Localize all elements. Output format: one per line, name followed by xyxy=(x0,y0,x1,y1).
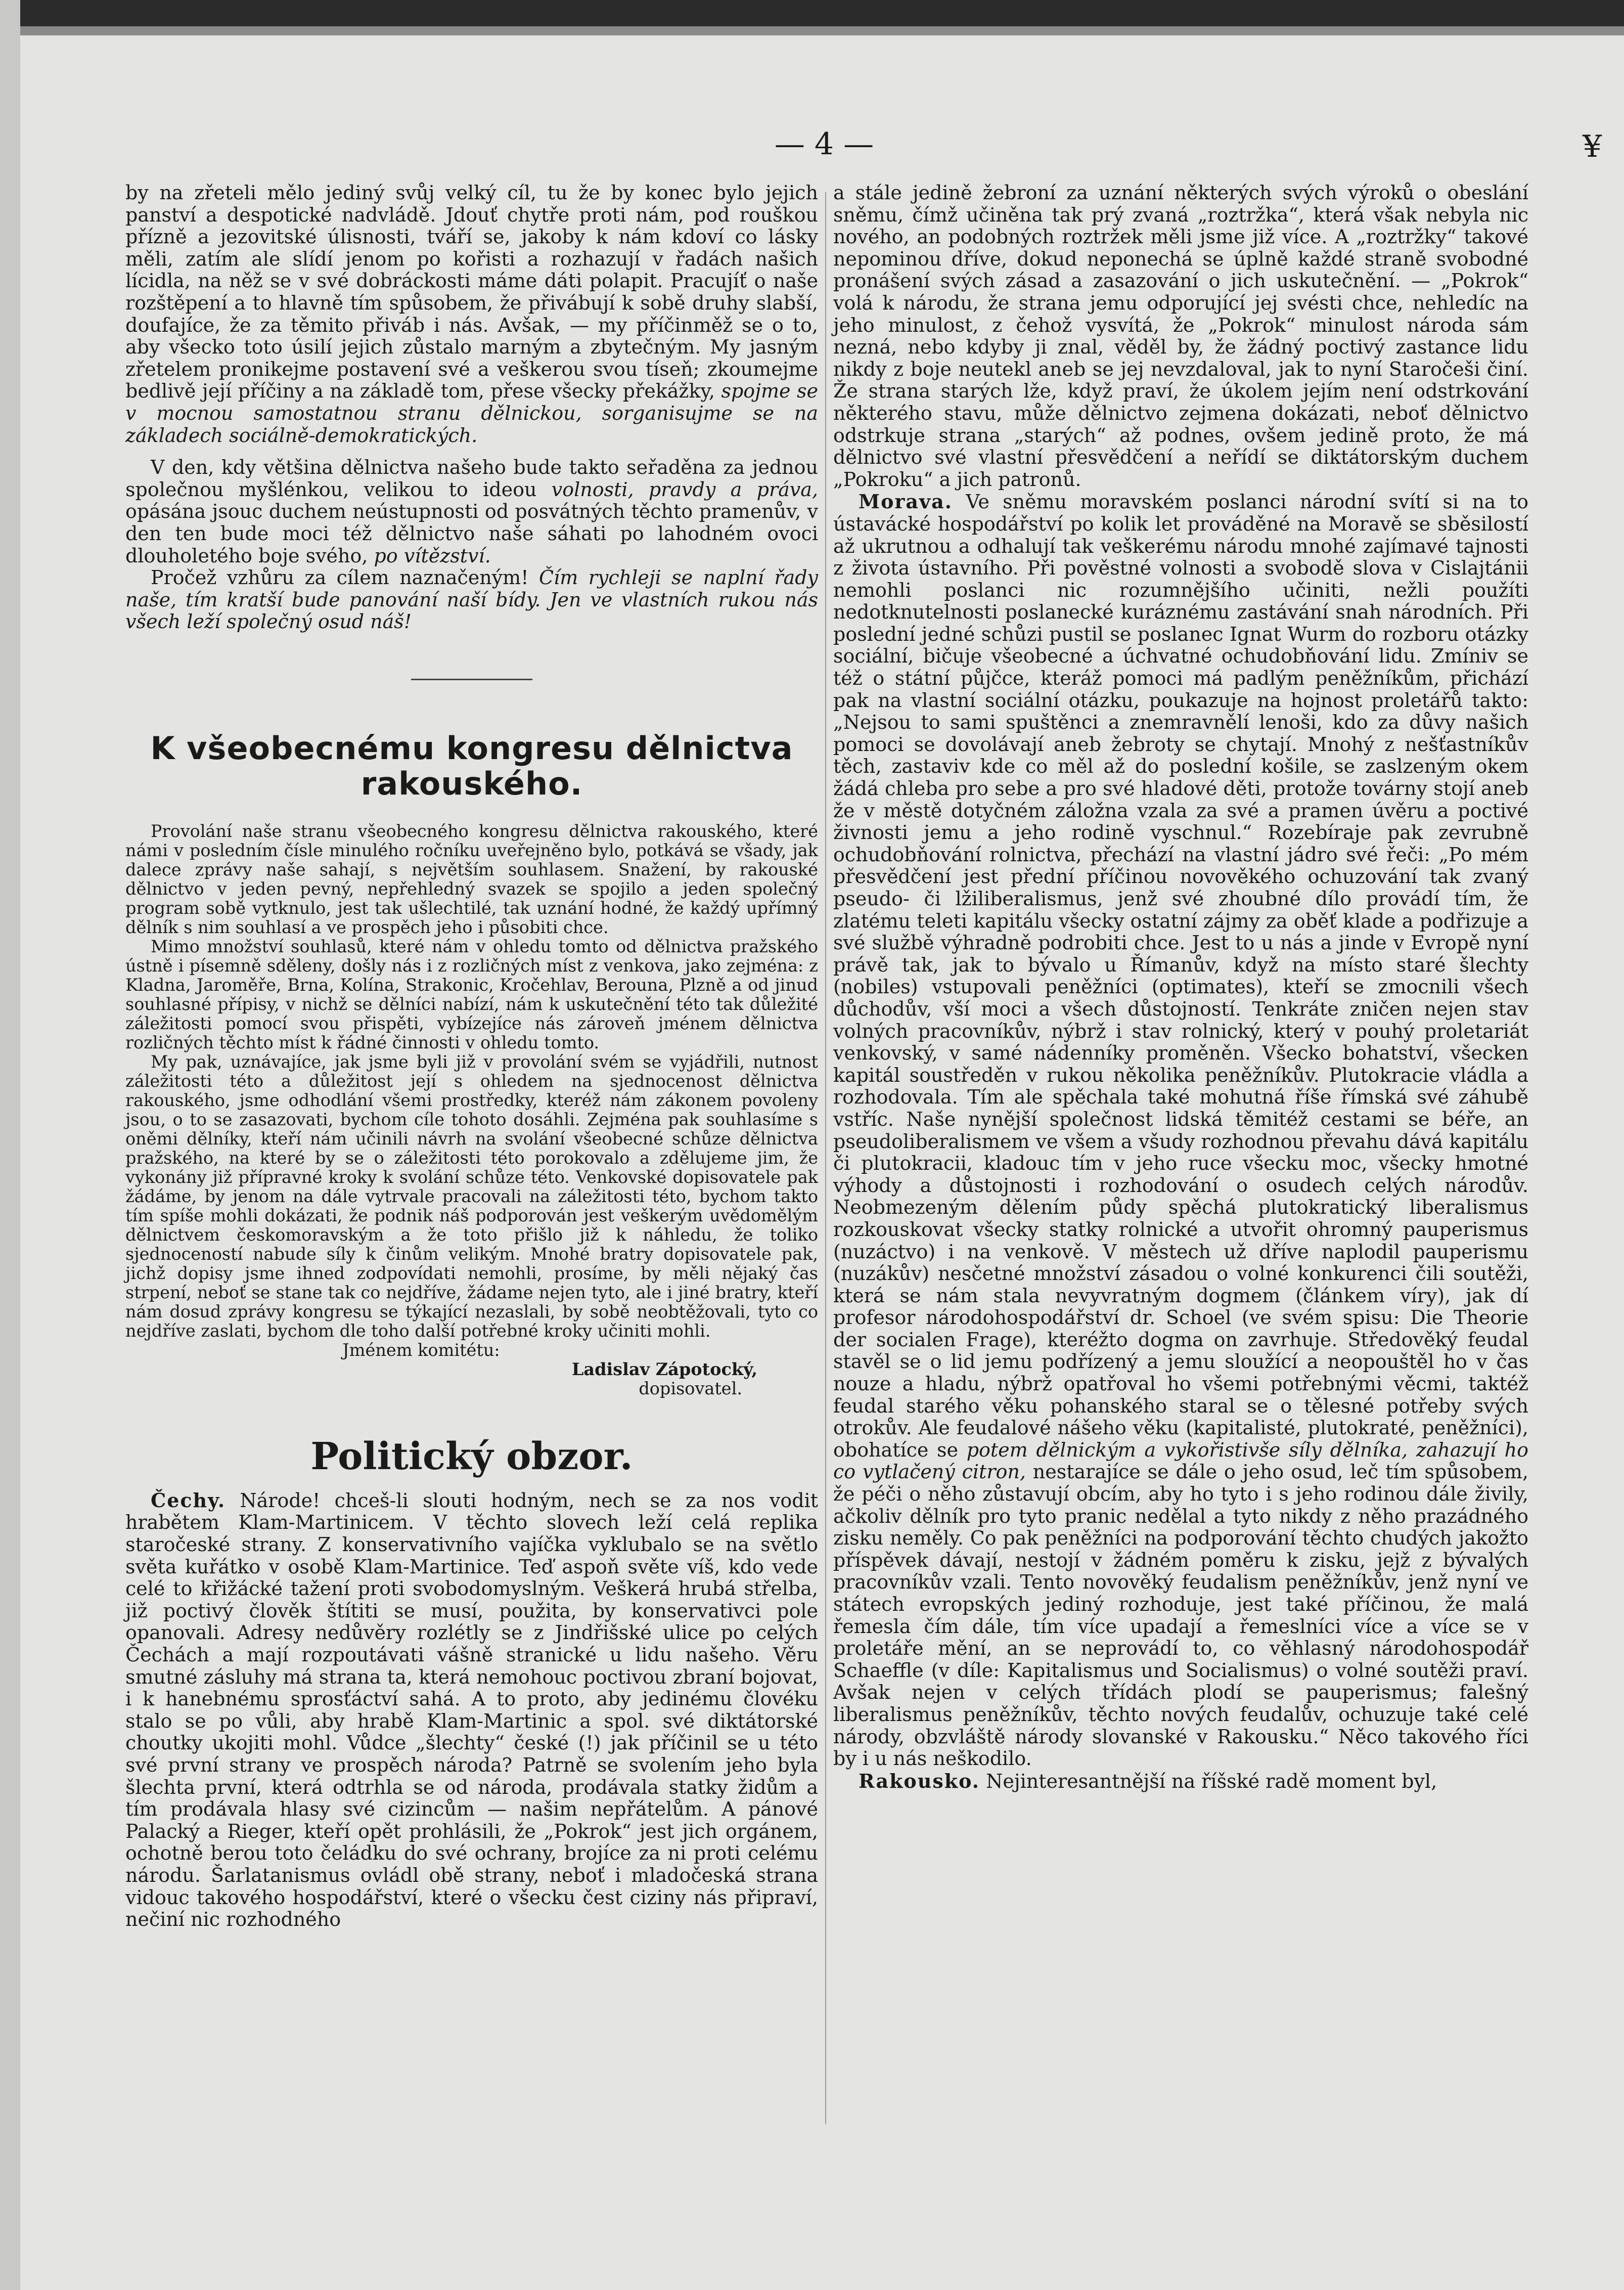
emphasis-text: spojme se v mocnou samostatnou stranu dělnickou, sorganisujme se na základech sociálně-demokratických. xyxy=(125,380,818,447)
cechy-paragraph: Čechy. Národe! chceš-li slouti hodným, nech se za nos vodit hrabětem Klam-Martinicem. V těchto slovech leží celá replika staročeské strany. Z konservativního vajíčka vyklubalo se na světlo světa kuřátko v osobě Klam-Martinice. Teď aspoň světe víš, kdo vede celé to křižácké tažení proti svobodomyslným. Veškerá hrubá střelba, již poctivý člověk štítiti se musí, použita, by konservativci pole opanovali. Adresy nedůvěry rozlétly se z Jindřišské ulice po celých Čechách a mají rozpoutávati vášně stranické u lidu našeho. Věru smutné zásluhy má strana ta, která nemohouc poctivou zbraní bojovat, i k hanebnému sprosťáctví sahá. A to proto, aby jedinému človéku stalo se po vůli, aby hrabě Klam-Martinic a spol. své diktátorské choutky ukojiti mohl. Vůdce „šlechty“ české (!) jak příčinil se u této své první strany ve prospěch národa? Patrně se svolením jeho byla šlechta první, která odtrhla se od národa, prodávala statky židům a tím prodávala hlasy své cizincům — našim nepřátelům. A pánové Palacký a Rieger, kteří opět prohlásili, že „Pokrok“ jest jich orgánem, ochotně berou toto čeládku do své ochrany, brojíce za ni proti celému národu. Šarlatanismus ovládl obě strany, neboť i mladočeská strana vidouc takového hospodářství, které o všecku čest ciziny nás připraví, nečiní nic rozhodného xyxy=(125,1488,818,1931)
article-continuation: a stále jedině žebroní za uznání některých svých výroků o obeslání sněmu, čímž učiněna tak prý zvaná „roztržka“, která však nebyla nic nového, an podobných roztržek měli jsme již více. A „roztržky“ takové nepominou dříve, dokud neponechá se úplně každé straně svobodné pronášení svých zásad a zasazování o jich uskutečnění. — „Pokrok“ volá k národu, že strana jemu odporující jej svésti chce, nehledíc na jeho minulost, z čehož vysvítá, že „Pokrok“ minulost národa sám nezná, nebo kdyby ji znal, věděl by, že žádný poctivý zastance lidu nikdy z boje neutekl aneb se jej nevzdaloval, jak to nyní Staročeši činí. Že strana starých lže, když praví, že úkolem jejím není odstrkování některého stavu, může dělnictvo zejmena dokázati, neboť dělnictvo odstrkuje strana „starých“ až podnes, ovšem jedině proto, že má dělnictvo své vlastní přesvědčení a neřídí se diktátorským duchem „Pokroku“ a jich patronů. xyxy=(833,182,1528,491)
signature-name: Ladislav Zápotocký, xyxy=(571,1359,757,1379)
article-paragraph: V den, kdy většina dělnictva našeho bude takto seřaděna za jednou společnou myšlénkou, velikou to ideou volnosti, pravdy a práva, opásána jsouc duchem neústupnosti od posvátných těchto pramenův, v den ten bude moci též dělnictvo naše sáhati po lahodném ovoci dlouholetého boje svého, po vítězství. xyxy=(125,456,818,567)
scan-top-shadow xyxy=(0,26,1624,35)
region-label-morava: Morava. xyxy=(859,490,953,513)
right-column xyxy=(833,182,1528,1792)
page-number: — 4 — xyxy=(774,126,874,162)
left-column xyxy=(125,182,818,1931)
kongres-paragraph: My pak, uznávajíce, jak jsme byli již v provolání svém se vyjádřili, nutnost záležitosti této a důležitost její s ohledem na sjednocenost dělnictva rakouského, jsme odhodlání všemi prostředky, kteréž nám zákonem povoleny jsou, o to se zasazovati, bychom cíle tohoto dosáhli. Zejména pak souhlasíme s oněmi dělníky, kteří nám učinili návrh na svolání všeobecné schůze dělnictva pražského, na které by se o záležitosti této porokovalo a zdělujeme jim, že vykonány již přípravné kroky k svolání schůze této. Venkovské dopisovatele pak žádáme, by jenom na dále vytrvale pracovali na záležitosti této, bychom takto tím spíše mohli dokázati, že podnik náš podporován jest veškerým uvědomělým dělnictvem českomoravským a že toto přišlo již k náhledu, že toliko sjednoceností nabude síly k činům velikým. Mnohé bratry dopisovatele pak, jichž dopisy jsme ihned zodpovídati nemohli, prosíme, by měli nějaký čas strpení, neboť se stane tak co nejdříve, žádame nejen tyto, ale i jiné bratry, kteří nám dosud zprávy kongresu se týkající nezaslali, by sobě neobtěžovali, tyto co nejdříve zaslati, bychom dle toho další potřebné kroky učiniti mohli. xyxy=(125,1051,818,1341)
section-separator xyxy=(411,679,532,680)
kongres-paragraph: Provolání naše stranu všeobecného kongresu dělnictva rakouského, které námi v posledním čísle minulého ročníku uveřejněno bylo, potkává se všady, jak dalece zprávy naše sahají, s největším souhlasem. Snažení, by rakouské dělnictvo v jeden pevný, nepřehledný svazek se spojilo a jeden společný program sobě vytknulo, jest tak ušlechtilé, tak uznání hodné, že každý upřímný dělník s nim souhlasí a ve prospěch jeho i působiti chce. xyxy=(125,821,818,937)
signature-role: dopisovatel. xyxy=(639,1378,742,1398)
section-heading-politicky-obzor: Politický obzor. xyxy=(310,1434,633,1478)
morava-paragraph: Morava. Ve sněmu moravském poslanci národní svítí si na to ústavácké hospodářství po kolik let prováděné na Moravě se sběsilostí až ukrutnou a odhalují tak veškerému národu mnohé zajímavé tajnosti z života ústavního. Při pověstné volnosti a svobodě slova v Cislajtánii nemohli poslanci nic rozumnějšího učiniti, nežli použíti nedotknutelnosti poslanecké kuráznému zastávání snah národních. Při poslední jedné schůzi pustil se poslanec Ignat Wurm do rozboru otázky sociální, bičuje všeobecné a úchvatné ochudobňování lidu. Zmíniv se též o státní půjčce, kteráž pomoci má padlým peněžníkům, přichází pak na vlastní sociální otázku, poukazuje na hojnost proletářů takto: „Nejsou to sami spuštěnci a znemravnělí lenoši, kdo za důvy našich pomoci se dovolávají aneb žebroty se chytají. Mnohý z nešťastníkův těch, zastaviv kde co měl až do poslední košile, se zaslzeným okem žádá chleba pro sebe a pro své hladové děti, protože továrny stojí aneb že v městě dotyčném záložna vzala za své a pramen úvěru a poctivé živnosti jemu a jeho rodině vyschnul.“ Rozebíraje pak zevrubně ochudobňování rolnictva, přechází na vlastní jádro své řeči: „Po mém přesvědčení jest přední příčinou novověkého ochuzování tak zvaný pseudo- či lžiliberalismus, jenž své zhoubné dílo provádí tím, že zlatému teleti kapitálu všecky ostatní zájmy za oběť klade a podřizuje a své službě výhradně podrobiti chce. Jest to u nás a jinde v Evropě nyní právě tak, jak to bývalo u Římanův, když na místo staré šlechty (nobiles) vstupovali peněžníci (optimates), kteří se zmocnili všech důchodův, vší moci a všech důstojností. Tenkráte zničen nejen stav volných pracovníkův, nýbrž i stav rolnický, který v pouhý proletariát venkovský, v samé nádenníky proměněn. Všecko bohatství, všecken kapitál soustředěn v rukou několika peněžníkův. Plutokracie vládla a rozhodovala. Tím ale spěchala také mohutná říše římská své záhubě vstříc. Naše nynější společnost lidská těmitéž cestami se béře, an pseudoliberalismem ve všem a všudy rozhodnou převahu dává kapitálu či plutokracii, kladouc tím v jeho ruce všecku moc, všecky hmotné výhody a důstojnosti i rozhodování o osudech celých národův. Neobmezeným dělením půdy spěchá plutokratický liberalismus rozkouskovat všecky statky rolnické a utvořit ohromný pauperismus (nuzáctvo) i na venkově. V městech už dříve naplodil pauperismu (nuzákův) nesčetné množství zásadou o volné konkurenci čili soutěži, která se nám stala nevyvratným dogmem (článkem víry), jak dí profesor národohospodářství dr. Schoel (ve svém spisu: Die Theorie der socialen Frage), kteréžto dogma on zavrhuje. Středověký feudal stavěl se o lid jemu podřízený a jemu sloužící a neopouštěl ho v čas nouze a hladu, nýbrž opatřoval ho všemi potřebnými věcmi, taktéž feudal starého věku pohanského staral se o tělesné potřeby svých otrokův. Ale feudalové nášeho věku (kapitalisté, plutokraté, peněžníci), obohatíce se potem dělnickým a vykořistivše síly dělníka, zahazují ho co vytlačený citron, nestarajíce se dále o jeho osud, leč tím spůsobem, že péči o něho zůstavují obcím, aby ho tyto i s jeho rodinou dále živily, ačkoliv dělník pro tyto pranic nedělal a tyto nikdy z něho prazádného zisku neměly. Co pak peněžníci na podporování těchto chudých jakožto příspěvek dávají, nestojí v žádném poměru k zisku, jejž z bývalých pracovníkův vzali. Tento novověký feudalism peněžníkův, jenž nyní ve státech evropských jediný rozhoduje, jest také příčinou, že malá řemesla čím dále, tím více upadají a řemeslníci více a více se v proletáře mění, an se neprovádí to, co věhlasný národohospodář Schaeffle (v díle: Kapitalismus und Socialismus) o volné soutěži praví. Avšak nejen v celých třídách plodí se pauperismus; falešný liberalismus peněžníkův, těchto nových feudalův, ochuzuje také celé národy, obzvláště národy slovanské v Rakousku.“ Něco takového říci by i u nás neškodilo. xyxy=(833,490,1528,1770)
scan-left-edge xyxy=(0,0,20,2290)
section-heading-kongres: K všeobecnému kongresu dělnictva rakouského. xyxy=(150,729,793,802)
article-paragraph: Pročež vzhůru za cílem naznačeným! Čím rychleji se naplní řady naše, tím kratší bude panování naší bídy. Jen ve vlastních rukou nás všech leží společný osud náš! xyxy=(125,566,818,633)
signature-label: Jménem komitétu: xyxy=(342,1340,500,1360)
scan-top-border xyxy=(0,0,1624,26)
rakousko-paragraph: Rakousko. Nejinteresantnější na říšské radě moment byl, xyxy=(859,1769,1437,1792)
region-label-cechy: Čechy. xyxy=(151,1488,226,1512)
article-continuation: by na zřeteli mělo jediný svůj velký cíl, tu že by konec bylo jejich panství a despotické nadvládě. Jdouť chytře proti nám, pod rouškou přízně a jezovitské úlisnosti, tváří se, jakoby k nám kdoví co lásky měli, zatím ale slídí jenom po kořisti a rozhazují v řadách našich lícidla, na něž se v své dobráckosti máme dáti polapit. Pracujíť o naše rozštěpení a to hlavně tím spůsobem, že přivábují k sobě druhy slabší, doufajíce, že za těmito přiváb i nás. Avšak, — my příčinměž se o to, aby všecko toto úsilí jejich zůstalo marným a zbytečným. My jasným zřetelem pronikejme postavení své a veškerou svou tíseň; zkoumejme bedlivě její příčiny a na základě tom, přese všecky překážky, spojme se v mocnou samostatnou stranu dělnickou, sorganisujme se na základech sociálně-demokratických. xyxy=(125,182,818,447)
column-divider xyxy=(825,192,826,2124)
margin-mark: ¥ xyxy=(1583,129,1602,164)
region-label-rakousko: Rakousko. xyxy=(859,1769,980,1792)
kongres-paragraph: Mimo množství souhlasů, které nám v ohledu tomto od dělnictva pražského ústně i písemně sděleny, došly nás i z rozličných míst z venkova, jako zejména: z Kladna, Jaroměře, Brna, Kolína, Strakonic, Kročehlav, Berouna, Plzně a od jinud souhlasné přípisy, v nichž se dělníci nabízí, nám k uskutečnění této tak důležité záležitosti pomocí svou přispěti, vybízejíce nás zároveň jménem dělnictva rozličných těchto míst k řádné činnosti v ohledu tomto. xyxy=(125,936,818,1052)
